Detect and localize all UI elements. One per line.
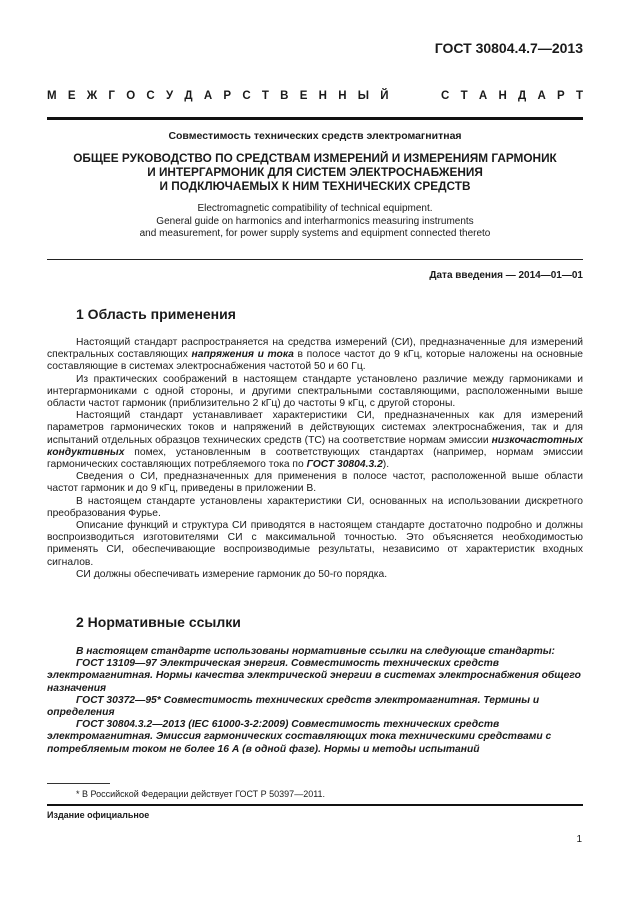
banner-letter: О — [126, 90, 136, 102]
page-number: 1 — [576, 834, 582, 845]
reference-item: ГОСТ 13109—97 Электрическая энергия. Совместимость технических средств электромагнитная. Нормы качества электрической энергии в системах электроснабжения общего назначения — [47, 658, 581, 694]
english-title — [0, 203, 630, 241]
banner-letter: Т — [460, 90, 468, 102]
banner-letter: Р — [557, 90, 565, 102]
reference-link-text: ГОСТ 30804.3.2 — [306, 459, 383, 471]
banner-letter: Й — [380, 90, 389, 102]
paragraph — [47, 337, 583, 374]
text: Настоящий стандарт устанавливает характеристики СИ, предназначенных как для измерений параметров гармонических токов и напряжений в действующих системах электроснабжения, так и для испытаний отдельных образцов технических средств (ТС) на соответствие нормам эмиссии — [47, 410, 583, 446]
official-edition-label: Издание официальное — [47, 810, 150, 820]
banner-letter: Д — [184, 90, 193, 102]
reference-item: ГОСТ 30372—95* Совместимость технических средств электромагнитная. Термины и определения — [47, 694, 540, 719]
banner-gap — [400, 90, 430, 102]
introduction-date: Дата введения — 2014—01—01 — [429, 270, 583, 281]
title-line: ОБЩЕЕ РУКОВОДСТВО ПО СРЕДСТВАМ ИЗМЕРЕНИЙ И ИЗМЕРЕНИЯМ ГАРМОНИК — [73, 151, 557, 165]
banner-letter: Ж — [86, 90, 98, 102]
banner-letter: Е — [67, 90, 76, 102]
paragraph: Сведения о СИ, предназначенных для применения в полосе частот, расположенной выше области частот гармоник и до 9 кГц, приведены в приложении В. — [47, 471, 583, 495]
banner-letter: А — [203, 90, 213, 102]
footnote-divider — [47, 783, 110, 784]
top-divider — [47, 117, 583, 120]
banner-letter: Р — [223, 90, 232, 102]
banner-letter: У — [165, 90, 174, 102]
banner-letter: Н — [338, 90, 347, 102]
banner-letter: В — [280, 90, 289, 102]
interstate-standard-banner — [47, 90, 583, 102]
banner-letter: С — [441, 90, 450, 102]
paragraph: Описание функций и структура СИ приводятся в настоящем стандарте достаточно подробно и должны воспроизводиться изготовителями СИ с максимальной точностью. Это объясняется необходимостью применять СИ, обеспечивающие воспроизводимые результаты, независимо от характеристик входных сигналов. — [47, 520, 583, 568]
reference-item: ГОСТ 30804.3.2—2013 (IEC 61000-3-2:2009) Совместимость технических средств электромагнитная. Эмиссия гармонических составляющих тока техническими средствами с потребляемым током не более 16 А (в одной фазе). Нормы и методы испытаний — [47, 719, 552, 755]
banner-letter: С — [146, 90, 155, 102]
footnote: * В Российской Федерации действует ГОСТ Р 50397—2011. — [76, 789, 326, 799]
emphasis-text: низкочастотных кондуктивных — [47, 434, 583, 458]
references-intro: В настоящем стандарте использованы нормативные ссылки на следующие стандарты: — [76, 646, 555, 657]
english-title-line: and measurement, for power supply systems and equipment connected thereto — [139, 228, 491, 239]
emphasis-text: напряжения и тока — [191, 349, 294, 361]
bottom-divider — [47, 804, 583, 806]
text: ). — [382, 459, 390, 471]
section-2-heading: 2 Нормативные ссылки — [76, 614, 241, 630]
text: Настоящий стандарт распространяется на средства измерений (СИ), предназначенные для измерений спектральных составляющих — [47, 337, 583, 361]
paragraph: В настоящем стандарте установлены характеристики СИ, основанных на использовании дискретного преобразования Фурье. — [47, 495, 583, 519]
banner-letter: М — [47, 90, 57, 102]
section-1-heading: 1 Область применения — [76, 306, 236, 322]
normative-references — [47, 646, 583, 756]
banner-letter: С — [242, 90, 251, 102]
banner-letter: Д — [518, 90, 527, 102]
english-title-line: Electromagnetic compatibility of technical equipment. — [197, 203, 433, 214]
paragraph: СИ должны обеспечивать измерение гармоник до 50-го порядка. — [76, 568, 388, 580]
paragraph — [47, 410, 583, 471]
text: помех, установленным в соответствующих стандартах (например, нормам эмиссии гармонических составляющих потребляемого тока по — [47, 446, 583, 471]
banner-letter: Г — [108, 90, 115, 102]
banner-letter: А — [478, 90, 488, 102]
english-title-line: General guide on harmonics and interharmonics measuring instruments — [156, 215, 474, 227]
document-code: ГОСТ 30804.4.7—2013 — [434, 40, 583, 56]
banner-letter: Ы — [357, 90, 370, 102]
title-line: И ИНТЕРГАРМОНИК ДЛЯ СИСТЕМ ЭЛЕКТРОСНАБЖЕНИЯ — [147, 165, 483, 179]
document-title — [0, 151, 630, 193]
banner-letter: Т — [575, 90, 583, 102]
banner-letter: Е — [299, 90, 308, 102]
title-line: И ПОДКЛЮЧАЕМЫХ К НИМ ТЕХНИЧЕСКИХ СРЕДСТВ — [159, 179, 471, 193]
section-1-body — [47, 337, 583, 581]
title-divider — [47, 259, 583, 260]
document-subtitle: Совместимость технических средств электромагнитная — [168, 130, 462, 142]
paragraph: Из практических соображений в настоящем стандарте установлено различие между гармониками и интергармониками с одной стороны, и другими спектральными составляющими, расположенными выше области частот гармоник (приблизительно 2 кГц) до частоты 9 кГц, с другой стороны. — [47, 373, 583, 410]
banner-letter: Н — [318, 90, 327, 102]
banner-letter: А — [537, 90, 546, 102]
banner-letter: Т — [261, 90, 269, 102]
text: в полосе частот до 9 кГц, которые наложены на основные составляющие в системах электроснабжения частотой 50 и 60 Гц. — [47, 349, 583, 373]
banner-letter: Н — [498, 90, 507, 102]
